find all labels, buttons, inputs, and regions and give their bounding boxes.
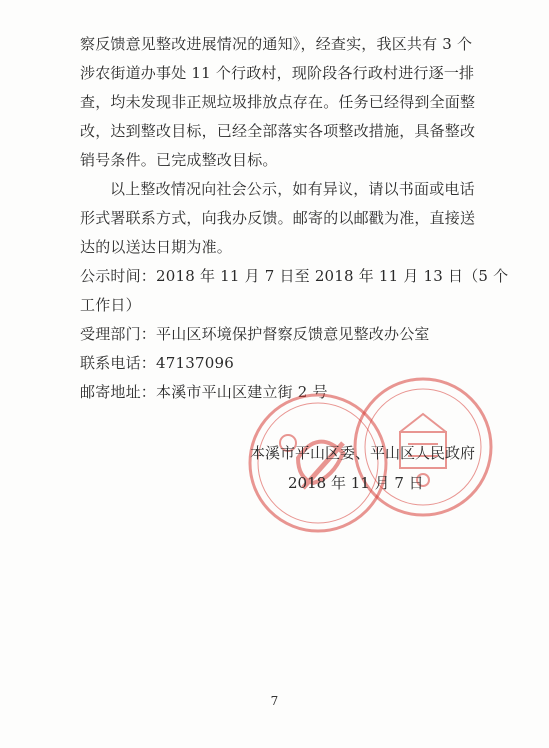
text-line: 以上整改情况向社会公示，如有异议，请以书面或电话 bbox=[110, 180, 475, 198]
text-line: 涉农街道办事处 11 个行政村，现阶段各行政村进行逐一排 bbox=[80, 64, 475, 82]
paragraph-rectification-result bbox=[80, 30, 480, 175]
signature-date: 2018 年 11 月 7 日 bbox=[288, 474, 424, 492]
contact-phone: 联系电话：47137096 bbox=[80, 354, 234, 372]
accepting-department: 受理部门：平山区环境保护督察反馈意见整改办公室 bbox=[80, 325, 430, 343]
signature-organization: 本溪市平山区委、平山区人民政府 bbox=[250, 444, 476, 462]
public-notice-time bbox=[80, 262, 509, 320]
text-line: 销号条件。已完成整改目标。 bbox=[80, 151, 278, 169]
paragraph-public-notice bbox=[80, 175, 480, 262]
text-line: 工作日） bbox=[80, 296, 141, 314]
text-line: 察反馈意见整改进展情况的通知》，经查实，我区共有 3 个 bbox=[80, 35, 473, 53]
page-number: 7 bbox=[270, 694, 279, 708]
mailing-address: 邮寄地址：本溪市平山区建立街 2 号 bbox=[80, 383, 328, 401]
text-line: 达的以送达日期为准。 bbox=[80, 238, 233, 256]
text-line: 公示时间：2018 年 11 月 7 日至 2018 年 11 月 13 日（5 个 bbox=[80, 267, 509, 285]
text-line: 形式署联系方式，向我办反馈。邮寄的以邮戳为准，直接送 bbox=[80, 209, 476, 227]
text-line: 改，达到整改目标，已经全部落实各项整改措施，具备整改 bbox=[80, 122, 476, 140]
text-line: 查，均未发现非正规垃圾排放点存在。任务已经得到全面整 bbox=[80, 93, 476, 111]
